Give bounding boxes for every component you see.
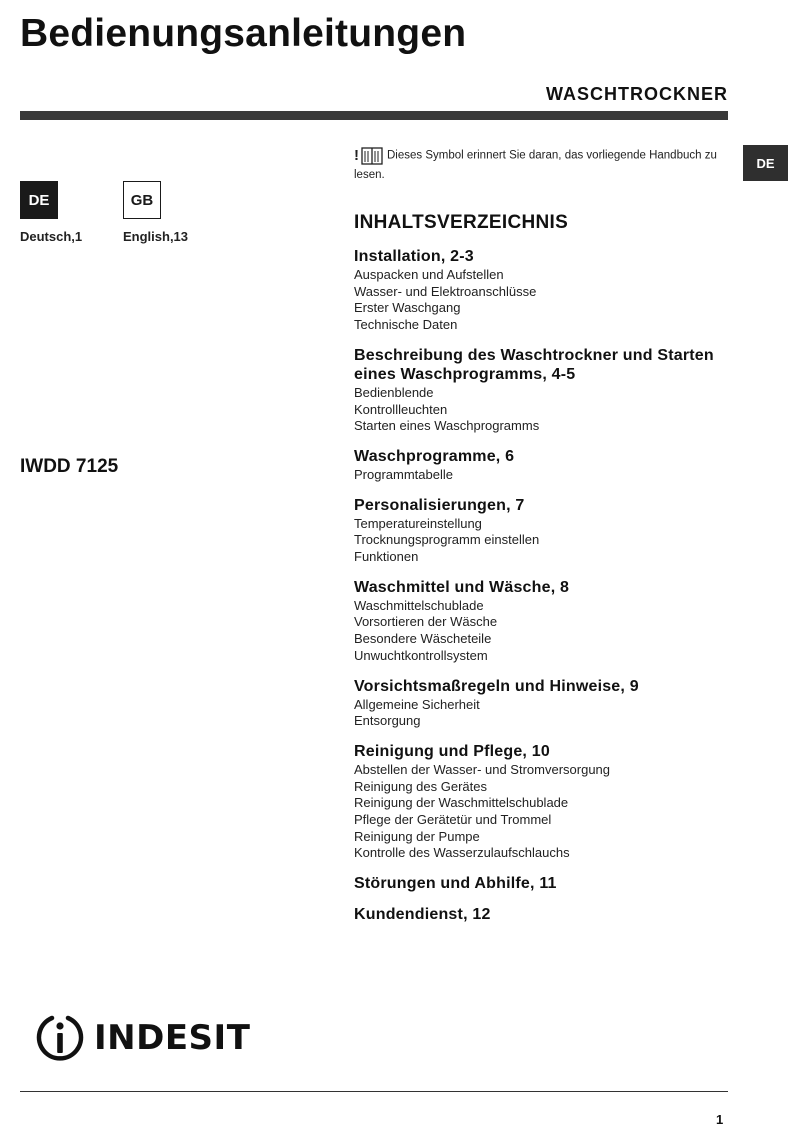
- toc-section: [354, 742, 734, 862]
- toc-section-title: Waschprogramme, 6: [354, 447, 515, 465]
- toc-item: Temperatureinstellung: [354, 515, 482, 531]
- toc-item: Entsorgung: [354, 713, 421, 729]
- toc-item: Wasser- und Elektroanschlüsse: [354, 283, 537, 299]
- toc-item: Vorsortieren der Wäsche: [354, 614, 498, 630]
- language-label-gb: English,13: [123, 229, 189, 244]
- toc-section: [354, 447, 734, 484]
- book-icon: [361, 147, 383, 165]
- bottom-divider: [20, 1091, 728, 1092]
- toc-item: Auspacken und Aufstellen: [354, 267, 504, 282]
- toc-section-title: Reinigung und Pflege, 10: [354, 742, 550, 760]
- toc-item: Reinigung der Waschmittelschublade: [354, 795, 569, 811]
- toc-item: Technische Daten: [354, 317, 458, 333]
- toc-item: Allgemeine Sicherheit: [354, 696, 480, 712]
- manual-notice: [354, 146, 729, 185]
- indesit-logo-icon: [34, 1012, 86, 1064]
- toc-section: [354, 496, 734, 566]
- product-type: WASCHTROCKNER: [546, 84, 728, 104]
- toc-item: Waschmittelschublade: [354, 597, 484, 613]
- page-title: Bedienungsanleitungen: [20, 12, 467, 55]
- toc-item: Programmtabelle: [354, 466, 453, 482]
- toc-heading: INHALTSVERZEICHNIS: [354, 212, 569, 233]
- toc-item: Funktionen: [354, 549, 419, 565]
- toc-item: Starten eines Waschprogramms: [354, 418, 540, 434]
- toc-section: [354, 346, 734, 435]
- brand-name: INDESIT: [94, 1018, 251, 1058]
- exclamation-mark: !: [354, 147, 359, 164]
- toc-item: Kontrolle des Wasserzulaufschlauchs: [354, 845, 570, 861]
- toc-item: Reinigung der Pumpe: [354, 828, 480, 844]
- model-number: IWDD 7125: [20, 456, 119, 477]
- toc-item: Kontrollleuchten: [354, 401, 448, 417]
- toc-section-title: Installation, 2-3: [354, 248, 474, 265]
- language-box-gb: GB: [123, 181, 161, 219]
- toc-item: Reinigung des Gerätes: [354, 778, 487, 794]
- toc-item: Abstellen der Wasser- und Stromversorgung: [354, 761, 611, 777]
- toc-section-title: Beschreibung des Waschtrockner und Starten eines Waschprogramms, 4-5: [354, 346, 714, 383]
- toc-item: Unwuchtkontrollsystem: [354, 647, 488, 663]
- table-of-contents: [354, 212, 734, 936]
- toc-section: [354, 905, 734, 924]
- toc-item: Erster Waschgang: [354, 300, 461, 316]
- language-label-de: Deutsch,1: [20, 229, 83, 244]
- toc-item: Besondere Wäscheteile: [354, 631, 492, 647]
- page-number: 1: [716, 1112, 724, 1127]
- toc-section: [354, 874, 734, 893]
- language-box-de: DE: [20, 181, 58, 219]
- notice-text: Dieses Symbol erinnert Sie daran, das vorliegende Handbuch zu lesen.: [354, 149, 717, 181]
- language-side-tab: DE: [743, 145, 788, 181]
- toc-item: Bedienblende: [354, 384, 434, 400]
- toc-section-title: Waschmittel und Wäsche, 8: [354, 578, 570, 596]
- toc-section: [354, 677, 734, 730]
- toc-item: Pflege der Gerätetür und Trommel: [354, 812, 552, 828]
- top-divider: [20, 111, 728, 120]
- toc-item: Trocknungsprogramm einstellen: [354, 532, 540, 548]
- toc-section-title: Personalisierungen, 7: [354, 496, 525, 514]
- brand-logo: [34, 1012, 250, 1064]
- toc-sections: [354, 247, 734, 924]
- toc-section-title: Vorsichtsmaßregeln und Hinweise, 9: [354, 677, 639, 695]
- toc-section: [354, 578, 734, 665]
- toc-section-title: Störungen und Abhilfe, 11: [354, 875, 557, 893]
- toc-section-title: Kundendienst, 12: [354, 906, 491, 924]
- toc-section: [354, 247, 734, 334]
